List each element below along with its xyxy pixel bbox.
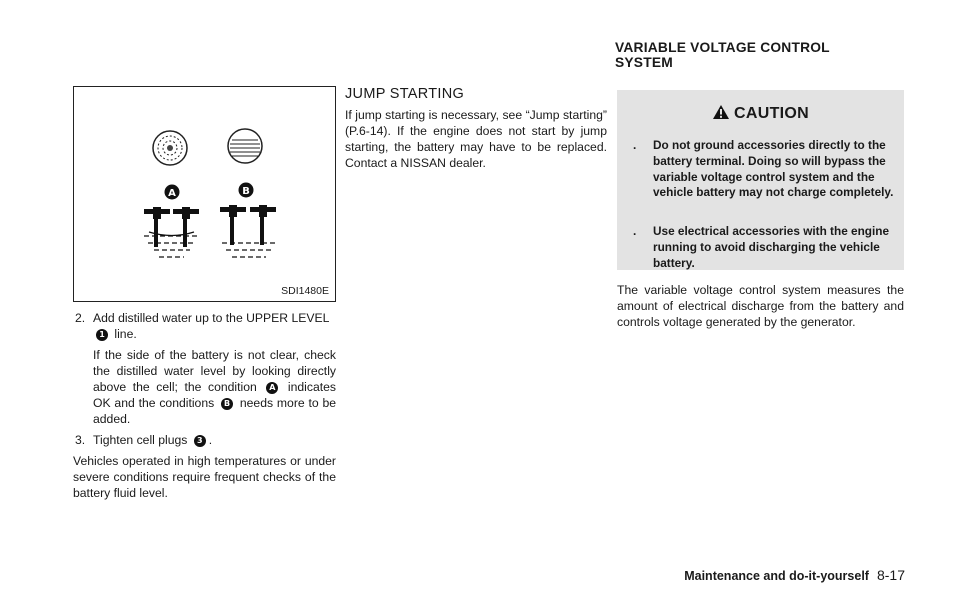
- cell-a-top-view-icon: [153, 131, 187, 165]
- step-3: [73, 432, 336, 448]
- footer-section-title: Maintenance and do-it-yourself: [684, 569, 869, 583]
- cell-b-side-view-icon: [220, 205, 276, 245]
- figure-code: SDI1480E: [281, 285, 329, 297]
- variable-voltage-heading-line1: VARIABLE VOLTAGE CONTROL: [615, 40, 830, 55]
- cell-b-top-view-icon: [228, 129, 262, 163]
- variable-voltage-heading-line2: SYSTEM: [615, 55, 673, 70]
- marker-3-badge: 3: [194, 435, 206, 447]
- caution-title: [617, 104, 904, 123]
- step-2-text: Add distilled water up to the UPPER LEVEL: [93, 311, 330, 325]
- step-3-text: Tighten cell plugs: [93, 433, 188, 447]
- battery-cell-illustration: [74, 87, 335, 301]
- step-2-note-part2: indicates OK and the conditions: [93, 380, 336, 410]
- battery-cell-figure: [73, 86, 336, 302]
- warning-triangle-icon: [712, 104, 730, 120]
- page-footer: [684, 567, 905, 583]
- svg-text:A: A: [168, 188, 176, 199]
- left-column: [73, 310, 336, 501]
- caution-item-1-text: Do not ground accessories directly to the battery terminal. Doing so will bypass the variable voltage control system and the vehicle battery may not charge completely.: [653, 138, 894, 200]
- variable-voltage-body: The variable voltage control system measures the amount of electrical discharge from the battery and controls voltage generated by the generator.: [617, 283, 904, 329]
- variable-voltage-heading: [615, 40, 830, 70]
- step-2-note: [73, 347, 336, 427]
- step-2-note-part1: If the side of the battery is not clear, check the distilled water level by looking directly above the cell; the condition: [93, 348, 336, 394]
- cell-a-side-view-icon: [144, 207, 199, 247]
- step-2-number: 2.: [75, 311, 86, 325]
- jump-starting-body: If jump starting is necessary, see “Jump starting” (P.6-14). If the engine does not start by jump starting, the battery may have to be replaced. Contact a NISSAN dealer.: [345, 108, 607, 170]
- caution-item-1: [633, 138, 894, 201]
- label-a-badge: [165, 185, 180, 200]
- page-number: 8-17: [876, 567, 905, 583]
- caution-bullet-1: .: [633, 138, 637, 152]
- step-3-number: 3.: [75, 433, 86, 447]
- step-2: [73, 310, 336, 342]
- jump-starting-heading: JUMP STARTING: [345, 86, 465, 102]
- caution-item-2-text: Use electrical accessories with the engine running to avoid discharging the vehicle battery.: [653, 224, 890, 270]
- marker-1-badge: 1: [96, 329, 108, 341]
- caution-box: [617, 90, 904, 270]
- caution-title-text: CAUTION: [734, 105, 809, 122]
- caution-bullet-2: .: [633, 224, 637, 238]
- step-2-text-after: line.: [114, 327, 137, 341]
- label-b-badge: [239, 183, 254, 198]
- closing-paragraph: Vehicles operated in high temperatures or under severe conditions require frequent checks of the battery fluid level.: [73, 454, 336, 500]
- caution-item-2: [633, 224, 894, 271]
- marker-b-badge: B: [221, 398, 233, 410]
- step-3-text-after: .: [208, 433, 213, 447]
- svg-text:B: B: [242, 186, 250, 197]
- marker-a-badge: A: [266, 382, 278, 394]
- step-2-note-part3: needs more to be added.: [93, 396, 337, 426]
